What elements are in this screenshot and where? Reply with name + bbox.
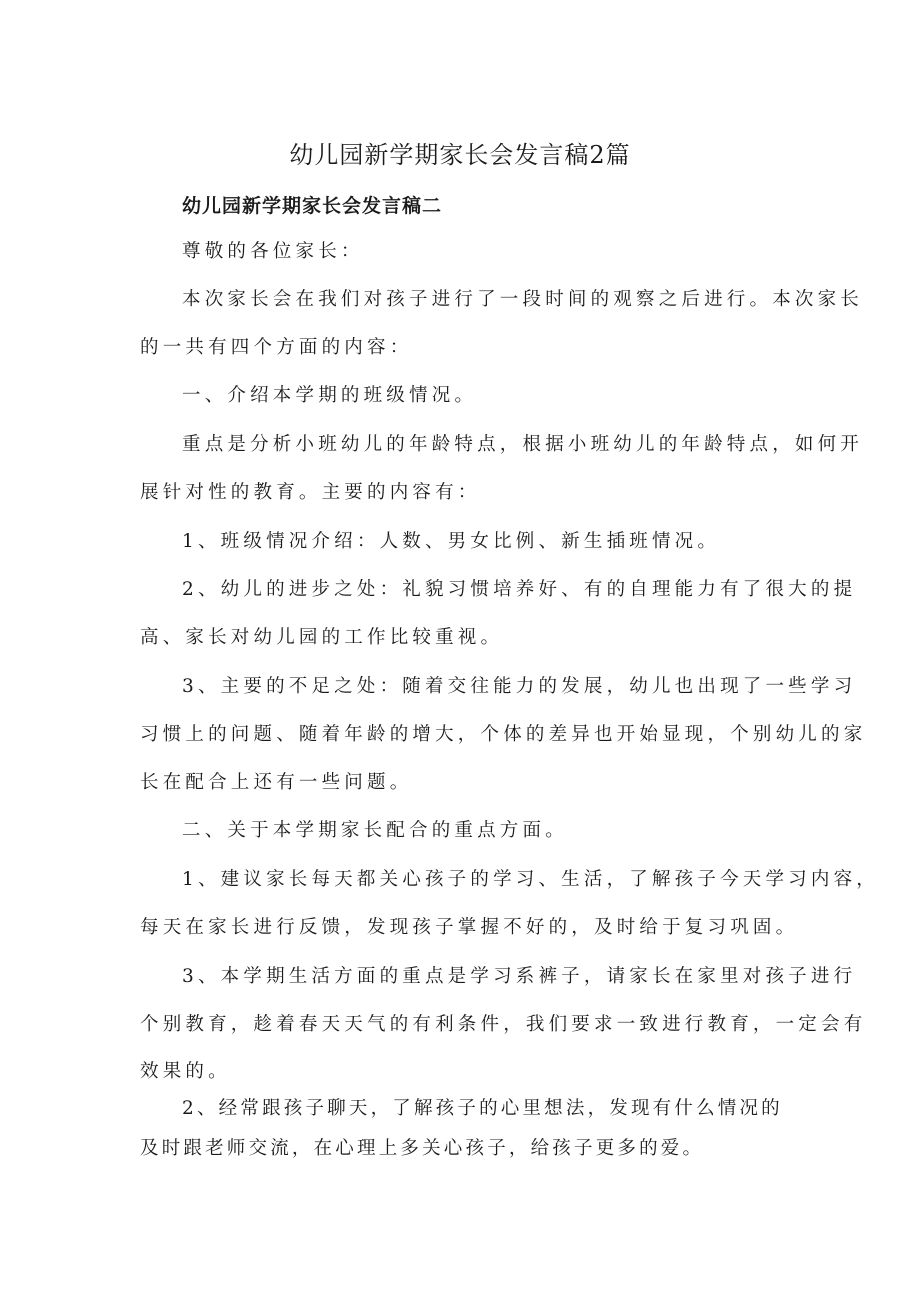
list-item: 1、建议家长每天都关心孩子的学习、生活，了解孩子今天学习内容， xyxy=(182,869,879,890)
list-item: 2、幼儿的进步之处：礼貌习惯培养好、有的自理能力有了很大的提 xyxy=(182,579,857,600)
document-subtitle: 幼儿园新学期家长会发言稿二 xyxy=(182,195,443,217)
paragraph-line: 长在配合上还有一些问题。 xyxy=(140,772,413,793)
paragraph-line: 本次家长会在我们对孩子进行了一段时间的观察之后进行。本次家长 xyxy=(182,289,864,310)
paragraph-line: 习惯上的问题、随着年龄的增大，个体的差异也开始显现，个别幼儿的家 xyxy=(140,724,867,745)
list-item: 1、班级情况介绍：人数、男女比例、新生插班情况。 xyxy=(182,531,721,552)
list-item: 3、主要的不足之处：随着交往能力的发展，幼儿也出现了一些学习 xyxy=(182,676,857,697)
section-heading: 二、关于本学期家长配合的重点方面。 xyxy=(182,820,568,841)
paragraph-line: 重点是分析小班幼儿的年龄特点，根据小班幼儿的年龄特点，如何开 xyxy=(182,434,864,455)
salutation: 尊敬的各位家长： xyxy=(182,241,364,262)
paragraph-line: 效果的。 xyxy=(140,1061,231,1082)
list-item: 3、本学期生活方面的重点是学习系裤子，请家长在家里对孩子进行 xyxy=(182,966,857,987)
paragraph-line: 展针对性的教育。主要的内容有： xyxy=(140,482,481,503)
paragraph-line: 每天在家长进行反馈，发现孩子掌握不好的，及时给于复习巩固。 xyxy=(140,917,799,938)
section-heading: 一、介绍本学期的班级情况。 xyxy=(182,385,478,406)
document-title: 幼儿园新学期家长会发言稿2篇 xyxy=(289,141,631,169)
list-item: 2、经常跟孩子聊天，了解孩子的心里想法，发现有什么情况的 xyxy=(182,1098,783,1119)
paragraph-line: 及时跟老师交流，在心理上多关心孩子，给孩子更多的爱。 xyxy=(140,1138,705,1159)
paragraph-line: 个别教育，趁着春天天气的有利条件，我们要求一致进行教育，一定会有 xyxy=(140,1014,867,1035)
paragraph-line: 的一共有四个方面的内容： xyxy=(140,337,413,358)
paragraph-line: 高、家长对幼儿园的工作比较重视。 xyxy=(140,627,504,648)
